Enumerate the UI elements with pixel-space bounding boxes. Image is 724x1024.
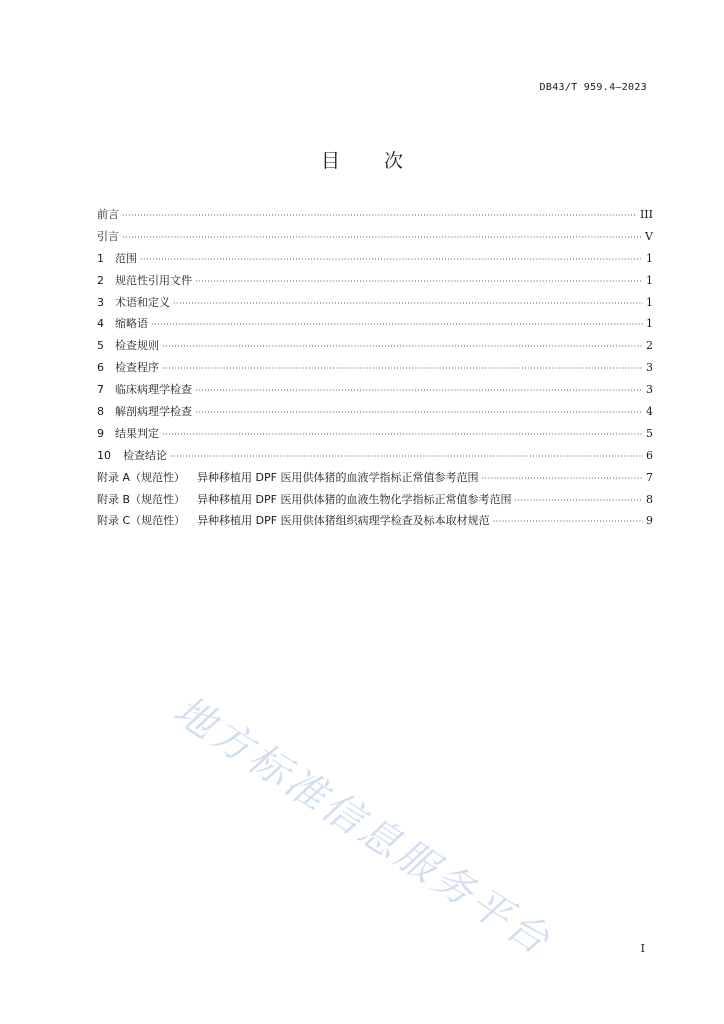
document-code: DB43/T 959.4—2023 — [539, 82, 647, 93]
toc-entry-page: 1 — [646, 273, 653, 287]
leader-dots — [122, 205, 637, 227]
toc-entry-text: 缩略语 — [115, 317, 148, 331]
leader-dots — [173, 293, 643, 315]
toc-entry-text: 临床病理学检查 — [115, 383, 192, 397]
table-of-contents — [97, 204, 653, 532]
leader-dots — [140, 249, 643, 271]
toc-entry-page: 5 — [646, 426, 653, 440]
toc-entry-text: 结果判定 — [115, 426, 159, 440]
toc-entry-text: 规范性引用文件 — [115, 273, 192, 287]
watermark: 地方标准信息服务平台 — [165, 687, 560, 966]
toc-entry-number: 1 — [97, 251, 104, 265]
toc-entry-text: 检查结论 — [123, 448, 167, 462]
annex-tag: 附录 C（规范性） — [97, 514, 186, 528]
toc-entry-annex-c[interactable] — [97, 510, 653, 532]
annex-tag: 附录 A（规范性） — [97, 470, 186, 484]
toc-entry-number: 10 — [97, 448, 111, 462]
annex-title: 异种移植用 DPF 医用供体猪组织病理学检查及标本取材规范 — [197, 514, 490, 528]
leader-dots — [493, 511, 643, 533]
toc-entry-anatomic-pathology[interactable] — [97, 401, 653, 423]
toc-entry-page: 3 — [646, 383, 653, 397]
toc-entry-annex-a[interactable] — [97, 467, 653, 489]
leader-dots — [514, 490, 643, 512]
leader-dots — [195, 380, 643, 402]
leader-dots — [122, 227, 642, 249]
toc-entry-number: 9 — [97, 426, 104, 440]
annex-title: 异种移植用 DPF 医用供体猪的血液学指标正常值参考范围 — [197, 470, 479, 484]
toc-entry-inspection-conclusion[interactable] — [97, 445, 653, 467]
toc-entry-number: 4 — [97, 317, 104, 331]
toc-entry-number: 3 — [97, 295, 104, 309]
toc-entry-scope[interactable] — [97, 248, 653, 270]
leader-dots — [170, 446, 643, 468]
toc-entry-abbreviations[interactable] — [97, 313, 653, 335]
toc-entry-page: 8 — [646, 492, 653, 506]
toc-entry-terms[interactable] — [97, 292, 653, 314]
toc-entry-text: 术语和定义 — [115, 295, 170, 309]
toc-entry-introduction[interactable] — [97, 226, 653, 248]
toc-entry-annex-b[interactable] — [97, 489, 653, 511]
toc-entry-text: 解剖病理学检查 — [115, 405, 192, 419]
leader-dots — [481, 468, 643, 490]
toc-entry-foreword[interactable] — [97, 204, 653, 226]
toc-entry-text: 引言 — [97, 229, 119, 243]
toc-entry-normative-references[interactable] — [97, 270, 653, 292]
toc-entry-number: 8 — [97, 405, 104, 419]
toc-entry-page: 9 — [646, 514, 653, 528]
annex-title: 异种移植用 DPF 医用供体猪的血液生物化学指标正常值参考范围 — [197, 492, 512, 506]
toc-entry-page: 4 — [646, 405, 653, 419]
toc-entry-page: 7 — [646, 470, 653, 484]
toc-entry-number: 5 — [97, 339, 104, 353]
toc-entry-clinical-pathology[interactable] — [97, 379, 653, 401]
toc-entry-result-determination[interactable] — [97, 423, 653, 445]
toc-entry-number: 2 — [97, 273, 104, 287]
toc-entry-page: 1 — [646, 317, 653, 331]
toc-title-part2: 次 — [384, 150, 404, 172]
leader-dots — [195, 402, 643, 424]
toc-entry-page: 3 — [646, 361, 653, 375]
leader-dots — [162, 358, 643, 380]
toc-entry-text: 检查程序 — [115, 361, 159, 375]
toc-entry-text: 范围 — [115, 251, 137, 265]
toc-entry-page: 1 — [646, 251, 653, 265]
toc-entry-number: 7 — [97, 383, 104, 397]
toc-entry-text: 检查规则 — [115, 339, 159, 353]
toc-entry-text: 前言 — [97, 208, 119, 221]
page-number: I — [640, 942, 645, 955]
toc-entry-page: 1 — [646, 295, 653, 309]
leader-dots — [195, 271, 643, 293]
toc-entry-inspection-procedure[interactable] — [97, 357, 653, 379]
toc-entry-inspection-rules[interactable] — [97, 335, 653, 357]
annex-tag: 附录 B（规范性） — [97, 492, 186, 506]
toc-entry-page: 6 — [646, 448, 653, 462]
leader-dots — [151, 314, 643, 336]
toc-entry-page: 2 — [646, 339, 653, 353]
leader-dots — [162, 336, 643, 358]
toc-title-part1: 目 — [320, 150, 340, 172]
toc-title — [0, 146, 724, 173]
toc-entry-page: V — [645, 229, 653, 243]
leader-dots — [162, 424, 643, 446]
toc-entry-number: 6 — [97, 361, 104, 375]
toc-entry-page: III — [639, 208, 653, 221]
